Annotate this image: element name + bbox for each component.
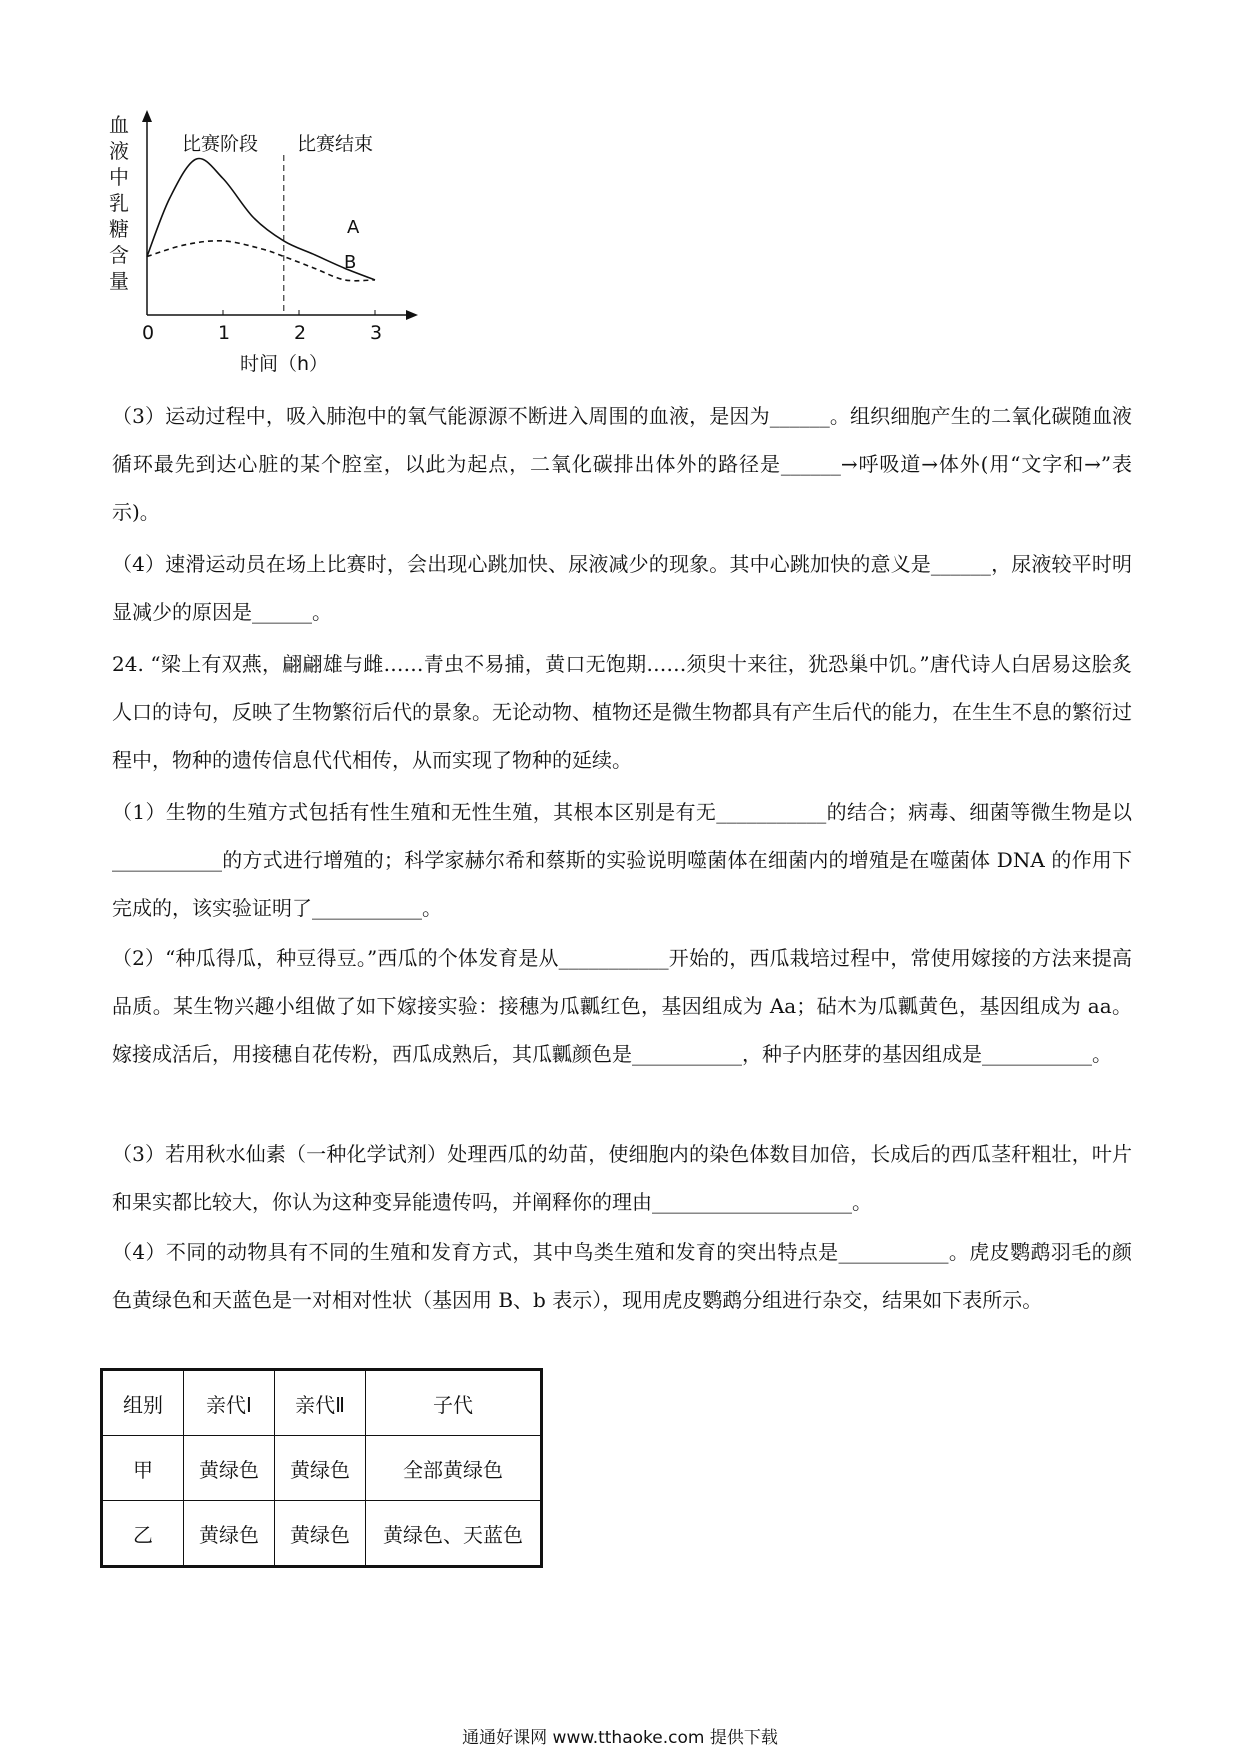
table-row xyxy=(102,1501,542,1567)
x-tick-label: 1 xyxy=(218,322,231,344)
table-row xyxy=(102,1436,542,1501)
y-axis-label-char: 中 xyxy=(109,165,129,189)
series-a-line xyxy=(147,158,375,279)
paragraph-q24-3: （3）若用秋水仙素（一种化学试剂）处理西瓜的幼苗，使细胞内的染色体数目加倍，长成后的西瓜茎秆粗壮，叶片和果实都比较大，你认为这种变异能遗传吗，并阐释你的理由____________________。 xyxy=(112,1142,1132,1214)
y-axis-label-char: 血 xyxy=(109,113,129,137)
table-cell: 黄绿色 xyxy=(184,1501,275,1567)
series-a-label: A xyxy=(347,217,360,238)
table-cell: 黄绿色 xyxy=(184,1436,275,1501)
paragraph-q4-heartbeat: （4）速滑运动员在场上比赛时，会出现心跳加快、尿液减少的现象。其中心跳加快的意义是______，尿液较平时明显减少的原因是______。 xyxy=(112,552,1132,624)
lactose-chart xyxy=(100,100,480,385)
page-footer: 通通好课网 www.tthaoke.com 提供下载 xyxy=(462,1728,778,1748)
y-axis-label-char: 乳 xyxy=(109,191,129,215)
table-cell: 黄绿色、天蓝色 xyxy=(366,1501,542,1567)
y-axis-label-char: 含 xyxy=(109,243,129,267)
table-header-row xyxy=(102,1370,542,1436)
y-axis-label-char: 液 xyxy=(109,139,129,163)
y-axis-label-char: 量 xyxy=(109,269,129,293)
table-cell: 甲 xyxy=(102,1436,184,1501)
table-header-cell: 组别 xyxy=(102,1370,184,1436)
x-axis-arrow xyxy=(406,310,418,320)
y-axis-label-char: 糖 xyxy=(109,217,129,241)
y-axis-arrow xyxy=(142,110,152,122)
table-cell: 黄绿色 xyxy=(275,1436,366,1501)
y-axis-label xyxy=(109,113,129,293)
series-b-line xyxy=(147,241,375,281)
paragraph-q24-intro: 24. “梁上有双燕，翩翩雄与雌……青虫不易捕，黄口无饱期……须臾十来往，犹恐巢中饥。”唐代诗人白居易这脍炙人口的诗句，反映了生物繁衍后代的景象。无论动物、植物还是微生物都具有产生后代的能力，在生生不息的繁衍过程中，物种的遗传信息代代相传，从而实现了物种的延续。 xyxy=(112,652,1132,772)
x-tick-label: 3 xyxy=(370,322,383,344)
paragraph-q3-oxygen: （3）运动过程中，吸入肺泡中的氧气能源源不断进入周围的血液，是因为______。组织细胞产生的二氧化碳随血液循环最先到达心脏的某个腔室，以此为起点，二氧化碳排出体外的路径是______→呼吸道→体外(用“文字和→”表示)。 xyxy=(112,404,1132,524)
table-cell: 乙 xyxy=(102,1501,184,1567)
table-cell: 全部黄绿色 xyxy=(366,1436,542,1501)
table-header-cell: 子代 xyxy=(366,1370,542,1436)
series-b-label: B xyxy=(344,252,357,273)
table-cell: 黄绿色 xyxy=(275,1501,366,1567)
annotation-race-stage: 比赛阶段 xyxy=(182,133,259,155)
parrot-cross-table xyxy=(100,1368,543,1568)
x-axis-label: 时间（h） xyxy=(240,353,329,375)
table-header-cell: 亲代Ⅱ xyxy=(275,1370,366,1436)
paragraph-q24-4: （4）不同的动物具有不同的生殖和发育方式，其中鸟类生殖和发育的突出特点是___________。虎皮鹦鹉羽毛的颜色黄绿色和天蓝色是一对相对性状（基因用 B、b 表示），现用虎皮鹦鹉分组进行杂交，结果如下表所示。 xyxy=(112,1240,1132,1312)
paragraph-q24-2: （2）“种瓜得瓜，种豆得豆。”西瓜的个体发育是从___________开始的，西瓜栽培过程中，常使用嫁接的方法来提高品质。某生物兴趣小组做了如下嫁接实验：接穗为瓜瓤红色，基因组成为 Aa；砧木为瓜瓤黄色，基因组成为 aa。嫁接成活后，用接穗自花传粉，西瓜成熟后，其瓜瓤颜色是___________，种子内胚芽的基因组成是___________。 xyxy=(112,946,1132,1066)
paragraph-q24-1: （1）生物的生殖方式包括有性生殖和无性生殖，其根本区别是有无___________的结合；病毒、细菌等微生物是以___________的方式进行增殖的；科学家赫尔希和蔡斯的实验说明噬菌体在细菌内的增殖是在噬菌体 DNA 的作用下完成的，该实验证明了___________。 xyxy=(112,800,1132,920)
annotation-race-end: 比赛结束 xyxy=(297,133,374,155)
x-tick-label: 0 xyxy=(142,322,155,344)
table-header-cell: 亲代Ⅰ xyxy=(184,1370,275,1436)
x-tick-label: 2 xyxy=(294,322,307,344)
